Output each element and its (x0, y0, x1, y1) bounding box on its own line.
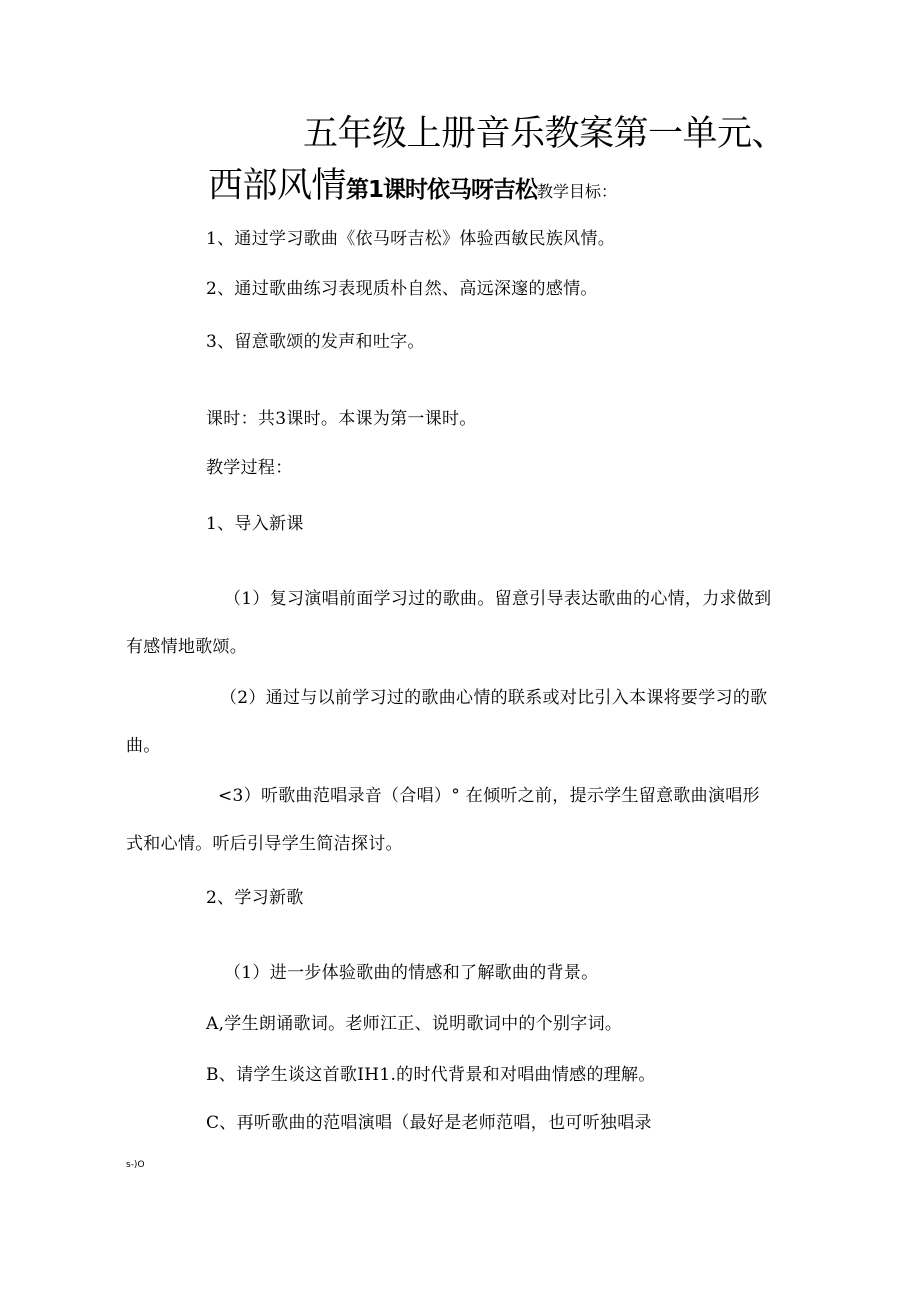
unit-name: 西部风情 (208, 166, 347, 206)
section-1-title: 1、导入新课 (206, 514, 304, 534)
lesson-name: 第1课时依马呀吉松 (346, 177, 538, 203)
section-1-item-2-line-1: （2）通过与以前学习过的歌曲心情的联系或对比引入本课将要学习的歌 (220, 688, 768, 708)
process-title: 教学过程： (206, 458, 293, 478)
section-2-item-c: C、再听歌曲的范唱演唱（最好是老师范唱，也可听独唱录 (206, 1113, 652, 1133)
lesson-hours: 课时：共3课时。本课为第一课时。 (206, 409, 477, 429)
objective-2: 2、通过歌曲练习表现质朴自然、高远深邃的感情。 (206, 279, 598, 299)
section-2-item-b: B、请学生谈这首歌IH1.的时代背景和对唱曲情感的理解。 (206, 1065, 656, 1085)
section-2-item-a: A,学生朗诵歌词。老师江正、说明歌词中的个别字词。 (206, 1014, 623, 1034)
footer-mark: s-)O (126, 1160, 145, 1170)
section-2-title: 2、学习新歌 (206, 888, 304, 908)
section-1-item-3-line-2: 式和心情。听后引导学生简洁探讨。 (126, 834, 403, 854)
objective-3: 3、留意歌颂的发声和吐字。 (206, 332, 425, 352)
section-2-item-1: （1）进一步体验歌曲的情感和了解歌曲的背景。 (224, 963, 599, 983)
section-1-item-2-line-2: 曲。 (126, 736, 161, 756)
objectives-heading: 教学目标： (537, 182, 618, 201)
section-1-item-1-line-1: （1）复习演唱前面学习过的歌曲。留意引导表达歌曲的心情，力求做到 (224, 589, 772, 609)
section-1-item-3-line-1: <3）听歌曲范唱录音（合唱）° 在倾听之前，提示学生留意歌曲演唱形 (218, 786, 760, 806)
objective-1: 1、通过学习歌曲《依马呀吉松》体验西敏民族风情。 (206, 229, 616, 249)
title-line-1: 五年级上册音乐教案第一单元、 (303, 114, 787, 154)
section-1-item-1-line-2: 有感情地歌颂。 (126, 637, 248, 657)
title-line-2 (208, 162, 617, 216)
